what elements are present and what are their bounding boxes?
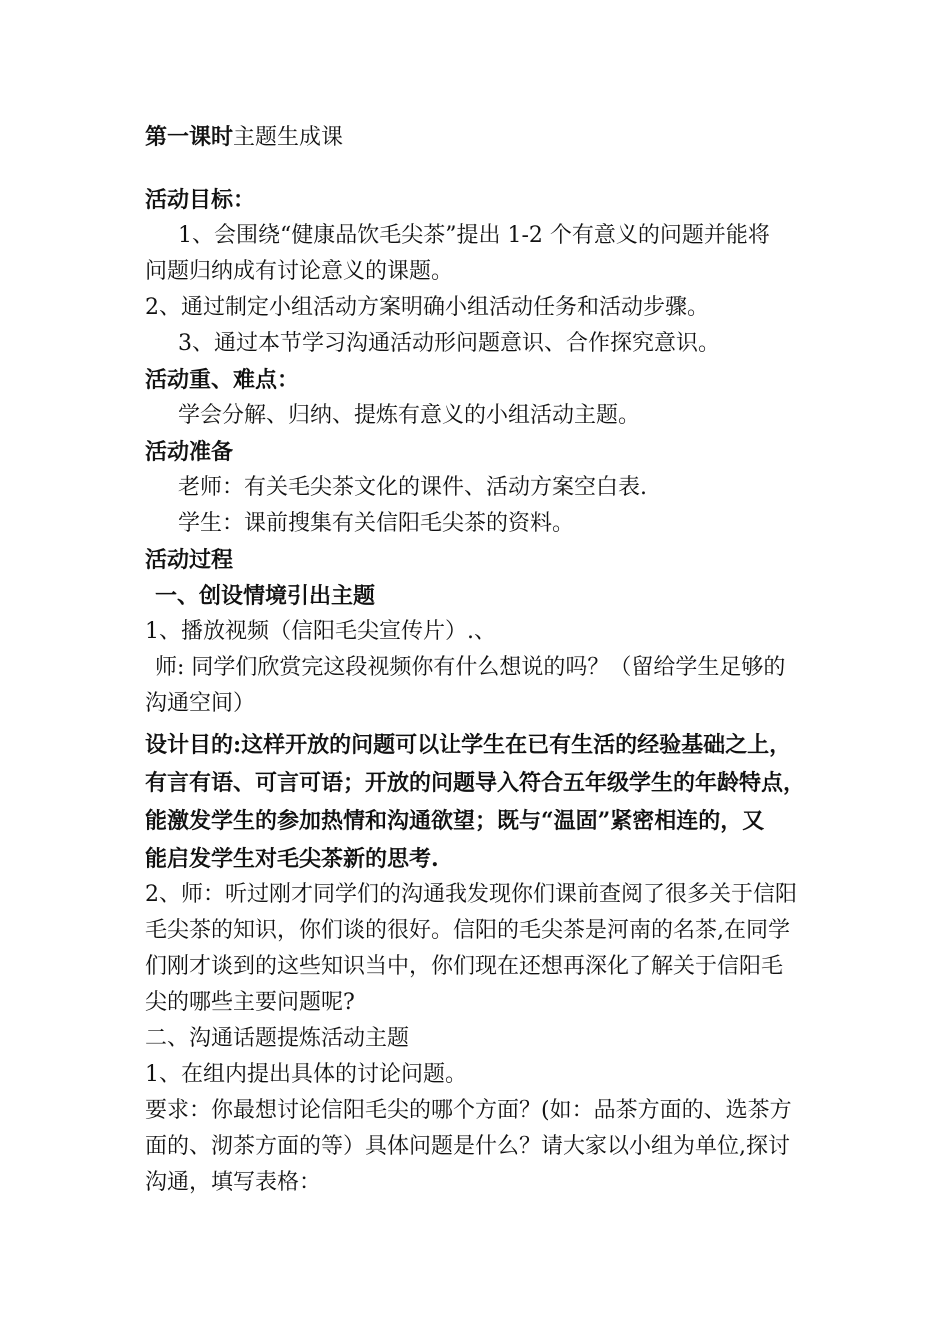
part-1-heading: 一、创设情境引出主题 [155,583,376,609]
goal-1-line-1: 1、会围绕“健康品饮毛尖茶”提出 1-2 个有意义的问题并能将 [178,223,770,248]
key-points-text: 学会分解、归纳、提炼有意义的小组活动主题。 [178,403,641,428]
design-purpose-line-4: 能启发学生对毛尖茶新的思考. [145,846,439,872]
lesson-title [145,119,810,155]
design-purpose-line-1: 设计目的:这样开放的问题可以让学生在已有生活的经验基础之上， [145,732,792,758]
part-1-item-2-line-1: 2、师：听过刚才同学们的沟通我发现你们课前查阅了很多关于信阳 [145,882,797,907]
part-2-item-1: 1、在组内提出具体的讨论问题。 [145,1062,467,1087]
teacher-question-line-2: 沟通空间） [145,691,256,716]
preparation-student: 学生：课前搜集有关信阳毛尖茶的资料。 [178,511,575,536]
requirement-line-2: 面的、沏茶方面的等）具体问题是什么？请大家以小组为单位,探讨 [145,1134,790,1159]
preparation-teacher: 老师：有关毛尖茶文化的课件、活动方案空白表. [178,475,647,500]
preparation-heading: 活动准备 [145,439,234,465]
process-heading: 活动过程 [145,547,234,573]
design-purpose-line-3: 能激发学生的参加热情和沟通欲望；既与“温固”紧密相连的，又 [145,808,765,834]
requirement-line-3: 沟通，填写表格： [145,1170,322,1195]
part-1-item-2-line-2: 毛尖茶的知识，你们谈的很好。信阳的毛尖茶是河南的名茶,在同学 [145,918,790,943]
goal-3: 3、通过本节学习沟通活动形问题意识、合作探究意识。 [178,331,720,356]
teacher-question-line-1: 师: 同学们欣赏完这段视频你有什么想说的吗？（留给学生足够的 [155,655,786,680]
lesson-title-bold: 第一课时 [145,124,234,150]
part-1-item-2-line-4: 尖的哪些主要问题呢? [145,990,355,1015]
part-1-item-2-line-3: 们刚才谈到的这些知识当中，你们现在还想再深化了解关于信阳毛 [145,954,784,979]
goal-2: 2、通过制定小组活动方案明确小组活动任务和活动步骤。 [145,295,709,320]
requirement-line-1: 要求：你最想讨论信阳毛尖的哪个方面？(如：品茶方面的、选茶方 [145,1098,792,1123]
lesson-title-rest: 主题生成课 [233,125,344,150]
part-2-heading: 二、沟通话题提炼活动主题 [145,1026,410,1051]
key-points-heading: 活动重、难点： [145,367,300,393]
part-1-item-1: 1、播放视频（信阳毛尖宣传片）.、 [145,619,496,644]
goal-1-line-2: 问题归纳成有讨论意义的课题。 [145,259,454,284]
goals-heading: 活动目标： [145,187,256,213]
design-purpose-line-2: 有言有语、可言可语；开放的问题导入符合五年级学生的年龄特点， [145,770,806,796]
